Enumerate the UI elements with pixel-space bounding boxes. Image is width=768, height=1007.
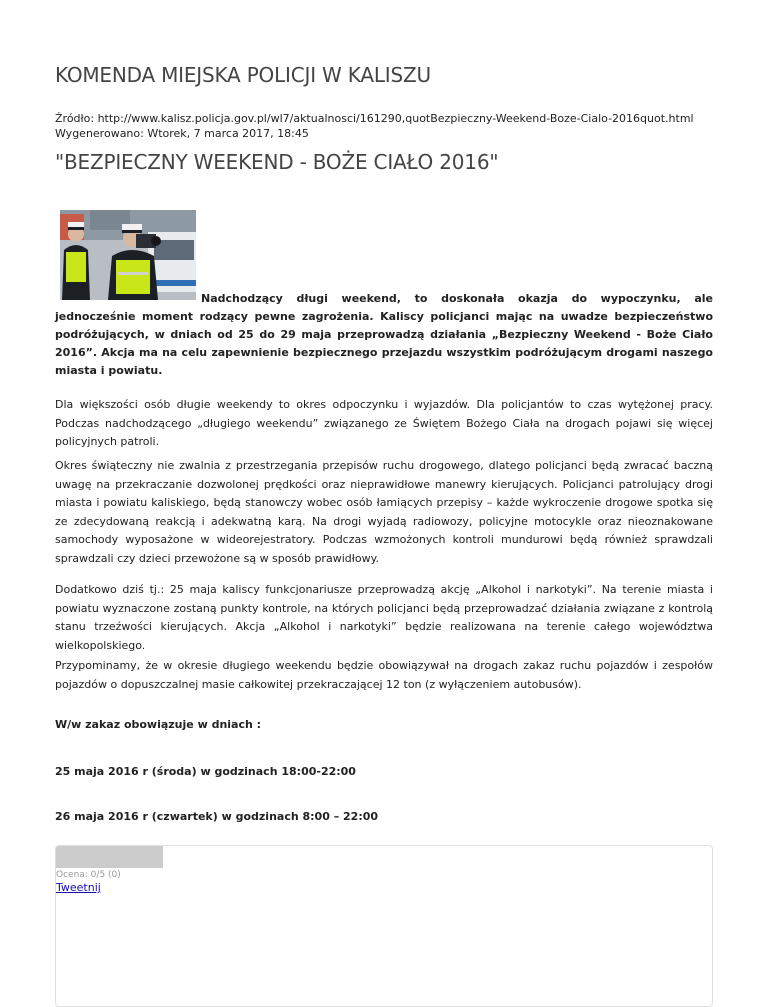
ban-heading: W/w zakaz obowiązuje w dniach : xyxy=(55,718,262,731)
ban-day-2: 26 maja 2016 r (czwartek) w godzinach 8:00 – 22:00 xyxy=(55,810,379,823)
generated-line: Wygenerowano: Wtorek, 7 marca 2017, 18:45 xyxy=(55,127,309,140)
tweet-link[interactable]: Tweetnij xyxy=(56,881,101,894)
article-lead: Nadchodzący długi weekend, to doskonała okazja do wypoczynku, ale jednocześnie moment rodzący pewne zagrożenia. Kaliscy policjanci mając na uwadze bezpieczeństwo podróżujących, w dniach od 25 do 29 maja przeprowadzą działania „Bezpieczny Weekend - Boże Ciało 2016”. Akcja ma na celu zapewnienie bezpiecznego przejazdu wszystkim podróżującym drogami naszego miasta i powiatu. xyxy=(55,292,713,377)
ban-day-1: 25 maja 2016 r (środa) w godzinach 18:00-22:00 xyxy=(55,765,356,778)
article-title: "BEZPIECZNY WEEKEND - BOŻE CIAŁO 2016" xyxy=(55,150,499,174)
police-officers-image xyxy=(60,210,196,300)
paragraph-4: Przypominamy, że w okresie długiego weekendu będzie obowiązywał na drogach zakaz ruchu pojazdów i zespołów pojazdów o dopuszczalnej masie całkowitej przekraczającej 12 ton (z wyłączeniem autobusów). xyxy=(55,659,713,691)
source-line: Źródło: http://www.kalisz.policja.gov.pl/wl7/aktualnosci/161290,quotBezpieczny-Weekend-Boze-Cialo-2016quot.html xyxy=(55,112,694,125)
paragraph-2: Okres świąteczny nie zwalnia z przestrzegania przepisów ruchu drogowego, dlatego policjanci będą zwracać baczną uwagę na przekraczanie dozwolonej prędkości oraz nieprawidłowe manewry kierujących. Policjanci patrolujący drogi miasta i powiatu kaliskiego, będą stanowczy wobec osób łamiących przepisy – każde wykroczenie drogowe spotka się ze zdecydowaną reakcją i adekwatną karą. Na drogi wyjadą radiowozy, policyjne motocykle oraz nieoznakowane samochody wyposażone w wideorejestratory. Podczas wzmożonych kontroli mundurowi będą również sprawdzali sprawdzali czy dzieci przewożone są w sposób prawidłowy. xyxy=(55,459,713,565)
rating-stars-bar[interactable] xyxy=(56,846,163,868)
document-meta xyxy=(55,111,694,141)
rating-text: Ocena: 0/5 (0) xyxy=(56,870,121,880)
paragraph-1: Dla większości osób długie weekendy to okres odpoczynku i wyjazdów. Dla policjantów to czas wytężonej pracy. Podczas nadchodzącego „długiego weekendu” związanego ze Świętem Bożego Ciała na drogach pojawi się więcej policyjnych patroli. xyxy=(55,398,713,448)
site-title: KOMENDA MIEJSKA POLICJI W KALISZU xyxy=(55,63,431,87)
paragraph-3: Dodatkowo dziś tj.: 25 maja kaliscy funkcjonariusze przeprowadzą akcję „Alkohol i narkotyki”. Na terenie miasta i powiatu wyznaczone zostaną punkty kontrole, na których policjanci będą przeprowadzać działania związane z kontrolą stanu trzeźwości kierujących. Akcja „Alkohol i narkotyki” będzie realizowana na terenie całego województwa wielkopolskiego. xyxy=(55,583,713,652)
article-photo xyxy=(60,210,196,300)
rating-panel xyxy=(55,845,713,1007)
